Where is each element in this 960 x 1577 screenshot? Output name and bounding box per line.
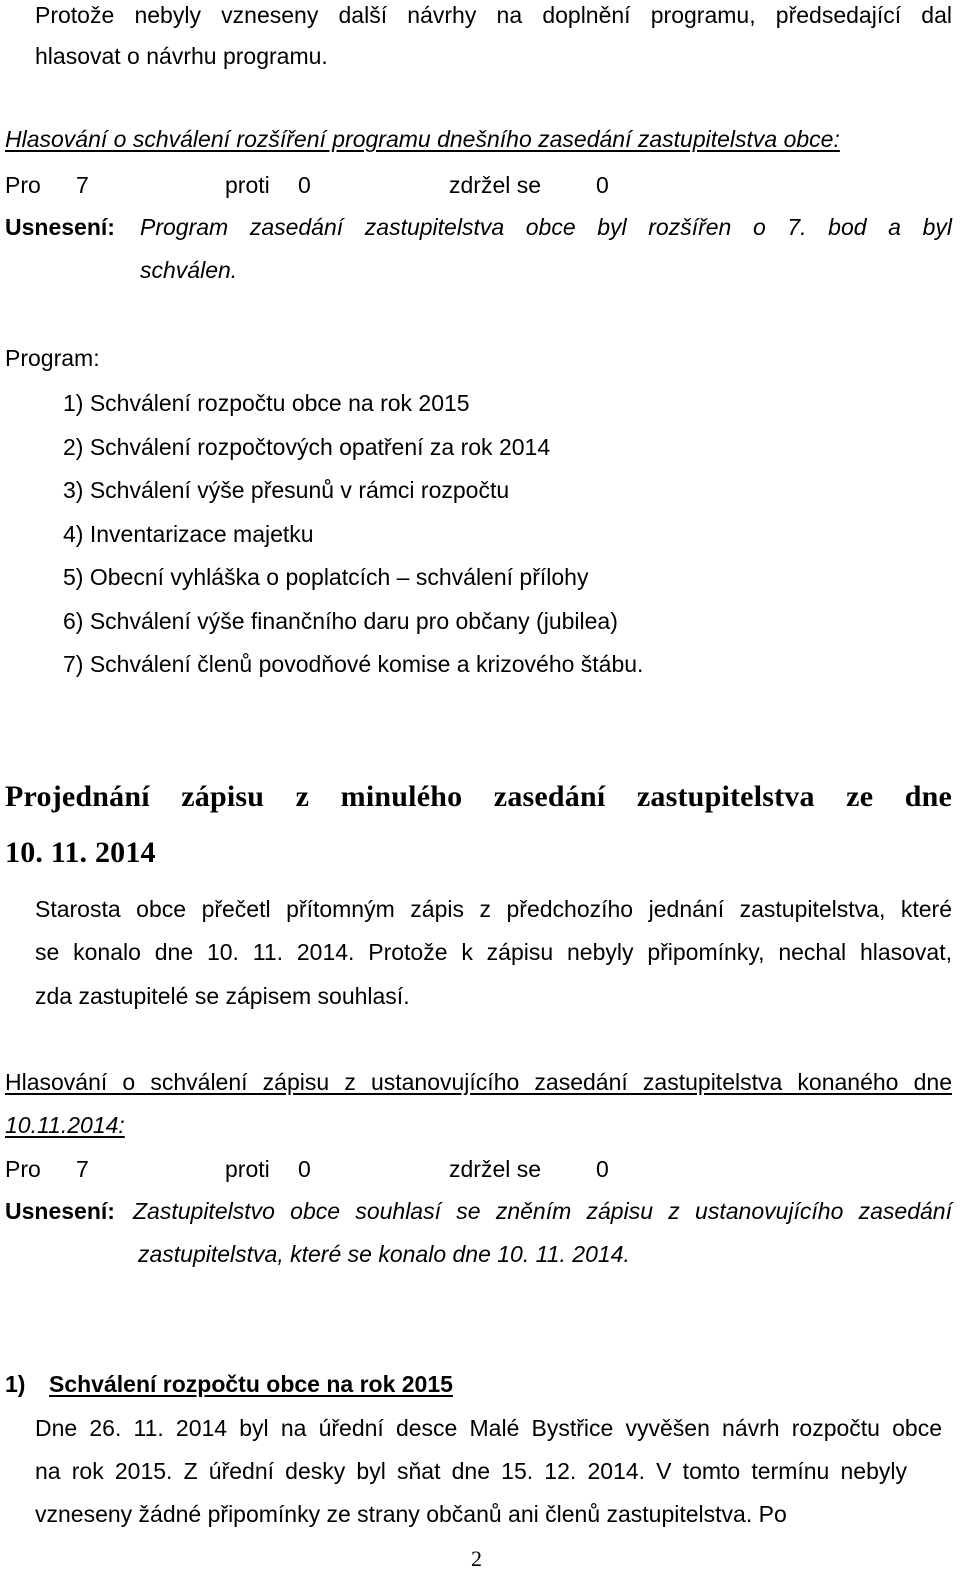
pro-label: Pro — [5, 172, 41, 198]
page-number: 2 — [471, 1546, 482, 1571]
section-1-para-line-3: vzneseny žádné připomínky ze strany občanů ani členů zastupitelstva. Po — [35, 1501, 787, 1527]
program-item: 7) Schválení členů povodňové komise a krizového štábu. — [63, 651, 644, 677]
program-item: 1) Schválení rozpočtu obce na rok 2015 — [63, 390, 470, 416]
section-1-title: Schválení rozpočtu obce na rok 2015 — [49, 1371, 453, 1397]
vote-2-resolution-line-2: zastupitelstva, které se konalo dne 10. 11. 2014. — [138, 1241, 630, 1267]
zdrzel-value: 0 — [596, 1156, 609, 1182]
pro-label: Pro — [5, 1156, 41, 1182]
zdrzel-label: zdržel se — [449, 1156, 542, 1182]
proti-label: proti — [225, 172, 270, 198]
minutes-para-line-1: Starosta obce přečetl přítomným zápis z předchozího jednání zastupitelstva, které — [35, 896, 952, 922]
vote-1-resolution-line-1: Program zasedání zastupitelstva obce byl rozšířen o 7. bod a byl — [140, 214, 952, 240]
intro-line-1: Protože nebyly vzneseny další návrhy na doplnění programu, předsedající dal — [35, 2, 952, 28]
proti-value: 0 — [298, 1156, 311, 1182]
section-1-para-line-1: Dne 26. 11. 2014 byl na úřední desce Malé Bystřice vyvěšen návrh rozpočtu obce — [35, 1415, 942, 1441]
program-item: 5) Obecní vyhláška o poplatcích – schválení přílohy — [63, 564, 589, 590]
proti-label: proti — [225, 1156, 270, 1182]
minutes-heading-line-2: 10. 11. 2014 — [5, 836, 156, 869]
vote-2-resolution-label: Usnesení: — [5, 1198, 115, 1224]
vote-1-resolution-label: Usnesení: — [5, 214, 115, 240]
minutes-para-line-2: se konalo dne 10. 11. 2014. Protože k zápisu nebyly připomínky, nechal hlasovat, — [35, 939, 952, 965]
pro-value: 7 — [76, 1156, 89, 1182]
program-item: 3) Schválení výše přesunů v rámci rozpočtu — [63, 477, 510, 503]
vote-2-heading-line-2: 10.11.2014: — [5, 1112, 125, 1138]
vote-1-resolution-line-2: schválen. — [140, 257, 238, 283]
section-1-number: 1) — [5, 1371, 26, 1397]
intro-line-2: hlasovat o návrhu programu. — [35, 43, 328, 69]
zdrzel-label: zdržel se — [449, 172, 542, 198]
pro-value: 7 — [76, 172, 89, 198]
program-item: 6) Schválení výše finančního daru pro občany (jubilea) — [63, 608, 618, 634]
vote-2-resolution-line-1: Zastupitelstvo obce souhlasí se zněním zápisu z ustanovujícího zasedání — [133, 1198, 952, 1224]
program-item: 2) Schválení rozpočtových opatření za rok 2014 — [63, 434, 551, 460]
section-1-para-line-2: na rok 2015. Z úřední desky byl sňat dne 15. 12. 2014. V tomto termínu nebyly — [35, 1458, 907, 1484]
vote-2-heading-line-1: Hlasování o schválení zápisu z ustanovujícího zasedání zastupitelstva konaného dne — [5, 1069, 952, 1095]
minutes-heading-line-1: Projednání zápisu z minulého zasedání zastupitelstva ze dne — [5, 780, 952, 813]
proti-value: 0 — [298, 172, 311, 198]
minutes-para-line-3: zda zastupitelé se zápisem souhlasí. — [35, 983, 410, 1009]
zdrzel-value: 0 — [596, 172, 609, 198]
program-title: Program: — [5, 345, 100, 371]
vote-1-heading: Hlasování o schválení rozšíření programu dnešního zasedání zastupitelstva obce: — [5, 126, 840, 152]
program-item: 4) Inventarizace majetku — [63, 521, 314, 547]
